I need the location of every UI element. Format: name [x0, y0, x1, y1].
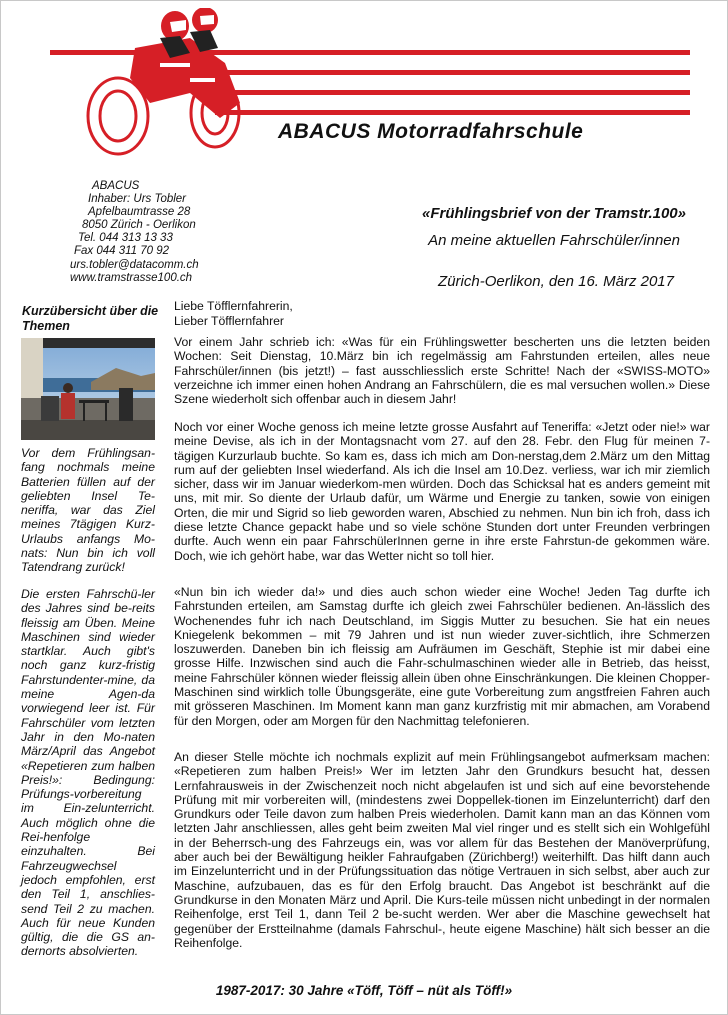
- website-link[interactable]: www.tramstrasse100.ch: [70, 271, 193, 284]
- address-line: Inhaber: Urs Tobler: [88, 193, 187, 206]
- footer-slogan: 1987-2017: 30 Jahre «Töff, Töff – nüt als Töff!»: [215, 983, 513, 998]
- address-line: Tel. 044 313 13 33: [78, 232, 173, 245]
- letter-paragraph: Noch vor einer Woche genoss ich meine letzte grosse Ausfahrt auf Teneriffa: «Jetzt oder nie!» war meine Devise, als ich in der Montagsnacht vom 27. auf den 28. Febr. den Flug für meinen 7-tägigen Kurzurlaub buchte. So kam es, dass ich mich am Don-nerstag,dem 2.März um den Mittag rum auf der geliebten Insel wiederfand. Als ich die Insel am 10.Dez. verliess, war ich mir ziemlich sicher, dass wir im Januar wiederkom-men würden. Doch das Schicksal hat es anders gemeint mit uns, mit mir. So diente der Urlaub dafür, um Wärme und Energie zu tanken, sowie von einigen Orten, die mir und Sigrid so lieb geworden waren, Abschied zu nehmen. Nun bin ich froh, dass ich diese letzte Chance gepackt habe und so viele schöne Stunden dort unter Freunden verbringen durfte. Auch wenn ein paar FahrschülerInnen gerne in ihre erste Fahrstun-de gekommen wäre. Doch, wie ich gehört habe, war das Wetter nicht so toll hier.: [174, 420, 710, 563]
- brand-name: ABACUS Motorradfahrschule: [278, 120, 584, 143]
- greeting-line: Lieber Töfflernfahrer: [174, 314, 284, 328]
- address-line: 8050 Zürich - Oerlikon: [82, 219, 196, 232]
- sidebar-paragraph: Die ersten Fahrschü-ler des Jahres sind be-reits fleissig am Üben. Meine Maschinen sind wieder startklar. Auch gibt's noch ganz kurz-fristig Fahrstundenter-mine, da meine Agen-da vorwiegend leer ist. Für Fahrschüler vom letzten Jahr in den Mo-naten März/April das Angebot «Repetieren zum halben Preis!»: Bedingung: Prüfungs-vorbereitung im Ein-zelunterricht. Auch möglich ohne die Rei-henfolge einzuhalten. Bei Fahrzeugwechsel jedoch empfohlen, erst den Teil 1, anschlies-send Teil 2 zu machen. Auch für neue Kunden gültig, die die GS an-dernorts absolvierten.: [21, 587, 155, 959]
- tenerife-photo: [21, 338, 155, 440]
- letter-subtitle: An meine aktuellen Fahrschüler/innen: [428, 232, 680, 249]
- letter-paragraph: Vor einem Jahr schrieb ich: «Was für ein Frühlingswetter bescherten uns die letzten beiden Wochen: Seit Dienstag, 10.März bin ich regelmässig am Fahrstunden erteilen, alles neue Fahrschüler/innen (bis jetzt!) – fast ausschliesslich erste Schritte! Nach der «SWISS-MOTO» verzeichne ich immer einen hohen Andrang an Fahrschülern, die es mal versuchen wollen.» Diese Szene wiederholt sich offenbar auch in diesem Jahr!: [174, 335, 710, 407]
- address-line: Apfelbaumtrasse 28: [88, 206, 191, 219]
- greeting-line: Liebe Töfflernfahrerin,: [174, 299, 293, 313]
- date-line: Zürich-Oerlikon, den 16. März 2017: [438, 273, 674, 290]
- address-line: ABACUS: [92, 180, 140, 192]
- sidebar-heading: Kurzübersicht über die Themen: [22, 304, 159, 333]
- letter-title: «Frühlingsbrief von der Tramstr.100»: [422, 205, 686, 222]
- address-line: Fax 044 311 70 92: [74, 245, 170, 258]
- motorcycle-logo-icon: [40, 8, 700, 168]
- sidebar-paragraph: Vor dem Frühlingsan-fang nochmals meine Batterien füllen auf der geliebten Insel Te-neriffa, war das Ziel meines 7tägigen Kurz-Urlaubs anfangs Mo-nats: Nun bin ich voll Tatendrang zurück!: [21, 446, 155, 575]
- letter-paragraph: «Nun bin ich wieder da!» und dies auch schon wieder eine Woche! Jeden Tag durfte ich Fahrstunden erteilen, am Samstag durfte ich gleich zwei Fahrschüler bedienen. An-lässlich des Wochenendes fuhr ich nach Deutschland, im Siggis Mutter zu besuchen. Sie hat ein neues Kniegelenk bekommen – mit 79 Jahren und ist nun wieder zuver-sichtlich, ihre Schmerzen loszuwerden. Daneben bin ich fleissig am Aufräumen im Geschäft, Stephie ist mir dabei eine grosse Hilfe. Inzwischen sind auch die Fahr-schulmaschinen wieder alle in Betrieb, das heisst, meine Fahrschüler können wieder fleissig allein üben ohne Einschränkungen. Die kleinen Chopper-Maschinen sind wirklich tolle Übungsgeräte, eine gute Vorbereitung zum angstfreien Fahren auch mit grösseren Maschinen. Im Moment kann man ganz kurzfristig mit mir abmachen, am Vorabend für den Morgen, oder am Morgen für den Nachmittag telefonieren.: [174, 585, 710, 728]
- sender-address: [70, 180, 199, 285]
- letter-greeting: [174, 299, 293, 329]
- letter-paragraph: An dieser Stelle möchte ich nochmals explizit auf mein Frühlingsangebot aufmerksam machen: «Repetieren zum halben Preis!» Wer im letzten Jahr den Grundkurs besucht hat, dessen Lernfahrausweis in der Zwischenzeit noch nicht abgelaufen ist und sich auf eine bevorstehende Prüfung mit mir vorbereiten will, (mindestens zwei Doppellek-tionen im Einzelunterricht) darf den Grundkurs oder Teile davon zum halben Preis wiederholen. Damit kann man an das Können vom letzten Jahr anschliessen, alles geht beim zweiten Mal viel ringer und es stellt sich ein Wohlgefühl in der Beherrsch-ung des Fahrzeugs ein, was vor allem für das Bestehen der Manöverprüfung, aber auch bei der Bewältigung heikler Fahraufgaben (Zürichberg!) weiterhilft. Das hilft dann auch im Einzelunterricht und in der Prüfungssituation das nötige Vertrauen in sich selbst, aber auch zur Maschine, aufzubauen, das es für den Erfolg braucht. Das Angebot ist beschränkt auf die Grundkurse in den Monaten März und April. Die Kurs-teile müssen nicht unbedingt in der normalen Reihenfolge, erst Teil 1, dann Teil 2 be-sucht werden. Wer aber die Maschine gewechselt hat gegenüber der Erstteilnahme (damals Fahrschul-, heute eigene Maschine) hält sich besser an die Reihenfolge.: [174, 750, 710, 950]
- email-link[interactable]: urs.tobler@datacomm.ch: [70, 258, 199, 271]
